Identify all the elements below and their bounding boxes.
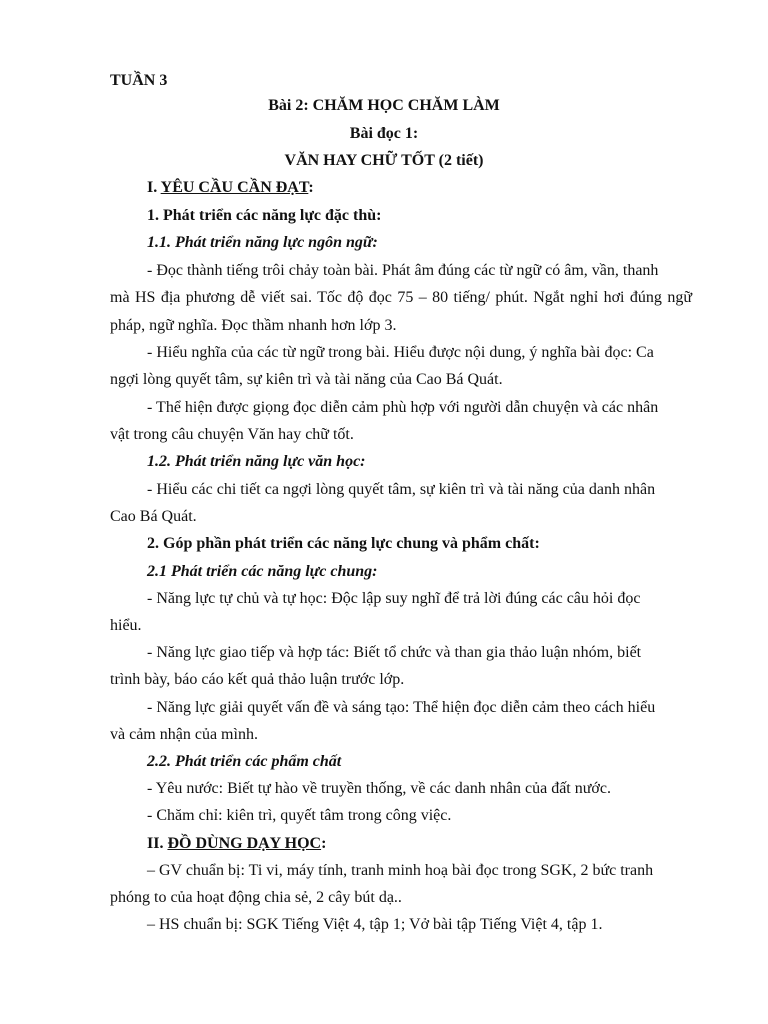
subheading-1-1: 1.1. Phát triển năng lực ngôn ngữ: [147, 234, 378, 251]
subheading-2-2: 2.2. Phát triển các phẩm chất [147, 753, 342, 770]
paragraph-line: - Chăm chỉ: kiên trì, quyết tâm trong công việc. [147, 807, 452, 824]
reading-title: Bài đọc 1: [349, 125, 419, 142]
paragraph-line: ngợi lòng quyết tâm, sự kiên trì và tài năng của Cao Bá Quát. [110, 371, 503, 388]
subheading-2: 2. Góp phần phát triển các năng lực chung và phẩm chất: [147, 535, 540, 552]
subheading-1-2: 1.2. Phát triển năng lực văn học: [147, 453, 366, 470]
section-1-heading [147, 178, 314, 198]
section-1-colon: : [308, 179, 314, 196]
story-title: VĂN HAY CHỮ TỐT (2 tiết) [284, 152, 484, 169]
subheading-2-1: 2.1 Phát triển các năng lực chung: [147, 563, 378, 580]
paragraph-line: – GV chuẩn bị: Ti vi, máy tính, tranh minh hoạ bài đọc trong SGK, 2 bức tranh [147, 862, 654, 879]
section-2-colon: : [321, 835, 327, 852]
paragraph-line: - Hiểu nghĩa của các từ ngữ trong bài. Hiểu được nội dung, ý nghĩa bài đọc: Ca [147, 344, 654, 361]
paragraph-line: - Năng lực giải quyết vấn đề và sáng tạo: Thể hiện đọc diễn cảm theo cách hiểu [147, 699, 656, 716]
paragraph-line: mà HS địa phương dễ viết sai. Tốc độ đọc 75 – 80 tiếng/ phút. Ngắt nghỉ hơi đúng ngữ [110, 289, 692, 306]
section-1-title: YÊU CẦU CẦN ĐẠT [160, 179, 309, 196]
paragraph-line: pháp, ngữ nghĩa. Đọc thầm nhanh hơn lớp 3. [110, 317, 397, 334]
week-label: TUẦN 3 [110, 72, 168, 89]
section-2-heading [147, 834, 326, 854]
paragraph-line: - Đọc thành tiếng trôi chảy toàn bài. Phát âm đúng các từ ngữ có âm, vần, thanh [147, 262, 659, 279]
paragraph-line: phóng to của hoạt động chia sẻ, 2 cây bút dạ.. [110, 889, 402, 906]
paragraph-line: trình bày, báo cáo kết quả thảo luận trước lớp. [110, 671, 405, 688]
paragraph-line: và cảm nhận của mình. [110, 726, 258, 743]
paragraph-line: - Thể hiện được giọng đọc diễn cảm phù hợp với người dẫn chuyện và các nhân [147, 399, 659, 416]
paragraph-line: – HS chuẩn bị: SGK Tiếng Việt 4, tập 1; Vở bài tập Tiếng Việt 4, tập 1. [147, 916, 603, 933]
paragraph-line: Cao Bá Quát. [110, 508, 197, 525]
paragraph-line: vật trong câu chuyện Văn hay chữ tốt. [110, 426, 354, 443]
section-2-title: ĐỒ DÙNG DẠY HỌC [167, 835, 322, 852]
paragraph-line: - Năng lực tự chủ và tự học: Độc lập suy nghĩ để trả lời đúng các câu hỏi đọc [147, 590, 641, 607]
section-2-number: II. [147, 835, 168, 852]
subheading-1: 1. Phát triển các năng lực đặc thù: [147, 207, 382, 224]
paragraph-line: hiểu. [110, 617, 142, 634]
lesson-title: Bài 2: CHĂM HỌC CHĂM LÀM [268, 97, 500, 114]
section-1-number: I. [147, 179, 161, 196]
paragraph-line: - Hiểu các chi tiết ca ngợi lòng quyết tâm, sự kiên trì và tài năng của danh nhân [147, 481, 656, 498]
paragraph-line: - Năng lực giao tiếp và hợp tác: Biết tổ chức và than gia thảo luận nhóm, biết [147, 644, 642, 661]
paragraph-line: - Yêu nước: Biết tự hào về truyền thống, về các danh nhân của đất nước. [147, 780, 611, 797]
